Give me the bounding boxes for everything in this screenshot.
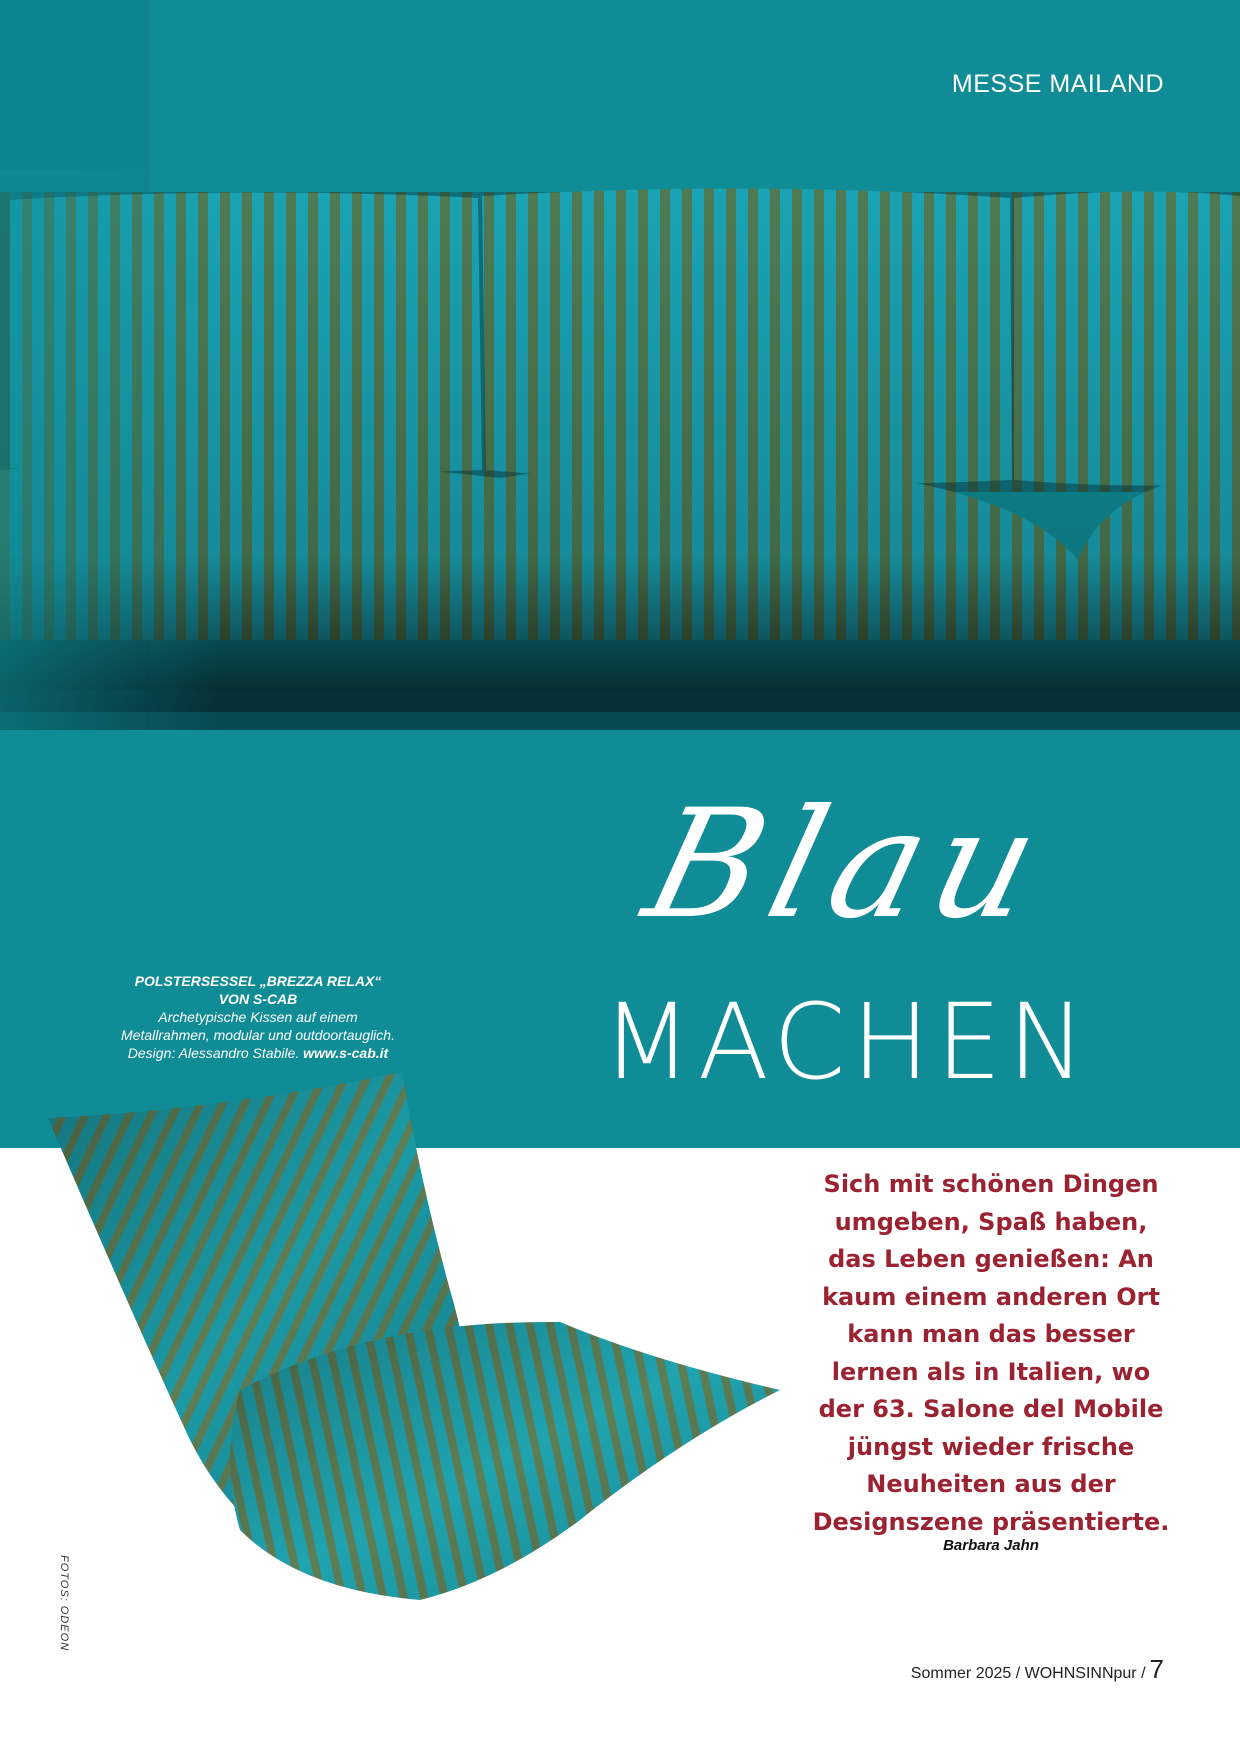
page-footer bbox=[911, 1654, 1164, 1685]
caption-body-line: Metallrahmen, modular und outdoortauglich. bbox=[121, 1027, 395, 1043]
caption-website-link[interactable]: www.s-cab.it bbox=[303, 1045, 389, 1061]
caption-head-line: VON S-CAB bbox=[218, 991, 298, 1007]
issue-label: Sommer 2025 / WOHNSINNpur / bbox=[910, 1665, 1146, 1682]
photo-caption bbox=[108, 972, 408, 1062]
caption-head-line: POLSTERSESSEL „BREZZA RELAX“ bbox=[134, 973, 382, 989]
caption-body-line: Archetypische Kissen auf einem bbox=[158, 1009, 358, 1025]
page-number: 7 bbox=[1149, 1654, 1164, 1684]
photo-credit: FOTOS: ODEON bbox=[58, 1555, 70, 1652]
title-main-word: MACHEN bbox=[602, 981, 1092, 1103]
intro-paragraph: Sich mit schönen Dingen umgeben, Spaß haben, das Leben genießen: An kaum einem anderen Ort kann man das besser lernen als in Italien, wo der 63. Salone del Mobile jüngst wieder frische Neuheiten aus der Designszene präsentierte. bbox=[812, 1170, 1170, 1536]
armchair-illustration bbox=[40, 1060, 820, 1600]
caption-body-line: Design: Alessandro Stabile. bbox=[127, 1045, 300, 1061]
section-label: MESSE MAILAND bbox=[951, 70, 1164, 98]
author-name: Barbara Jahn bbox=[943, 1537, 1039, 1554]
title-script-word: Blau bbox=[630, 778, 1066, 952]
